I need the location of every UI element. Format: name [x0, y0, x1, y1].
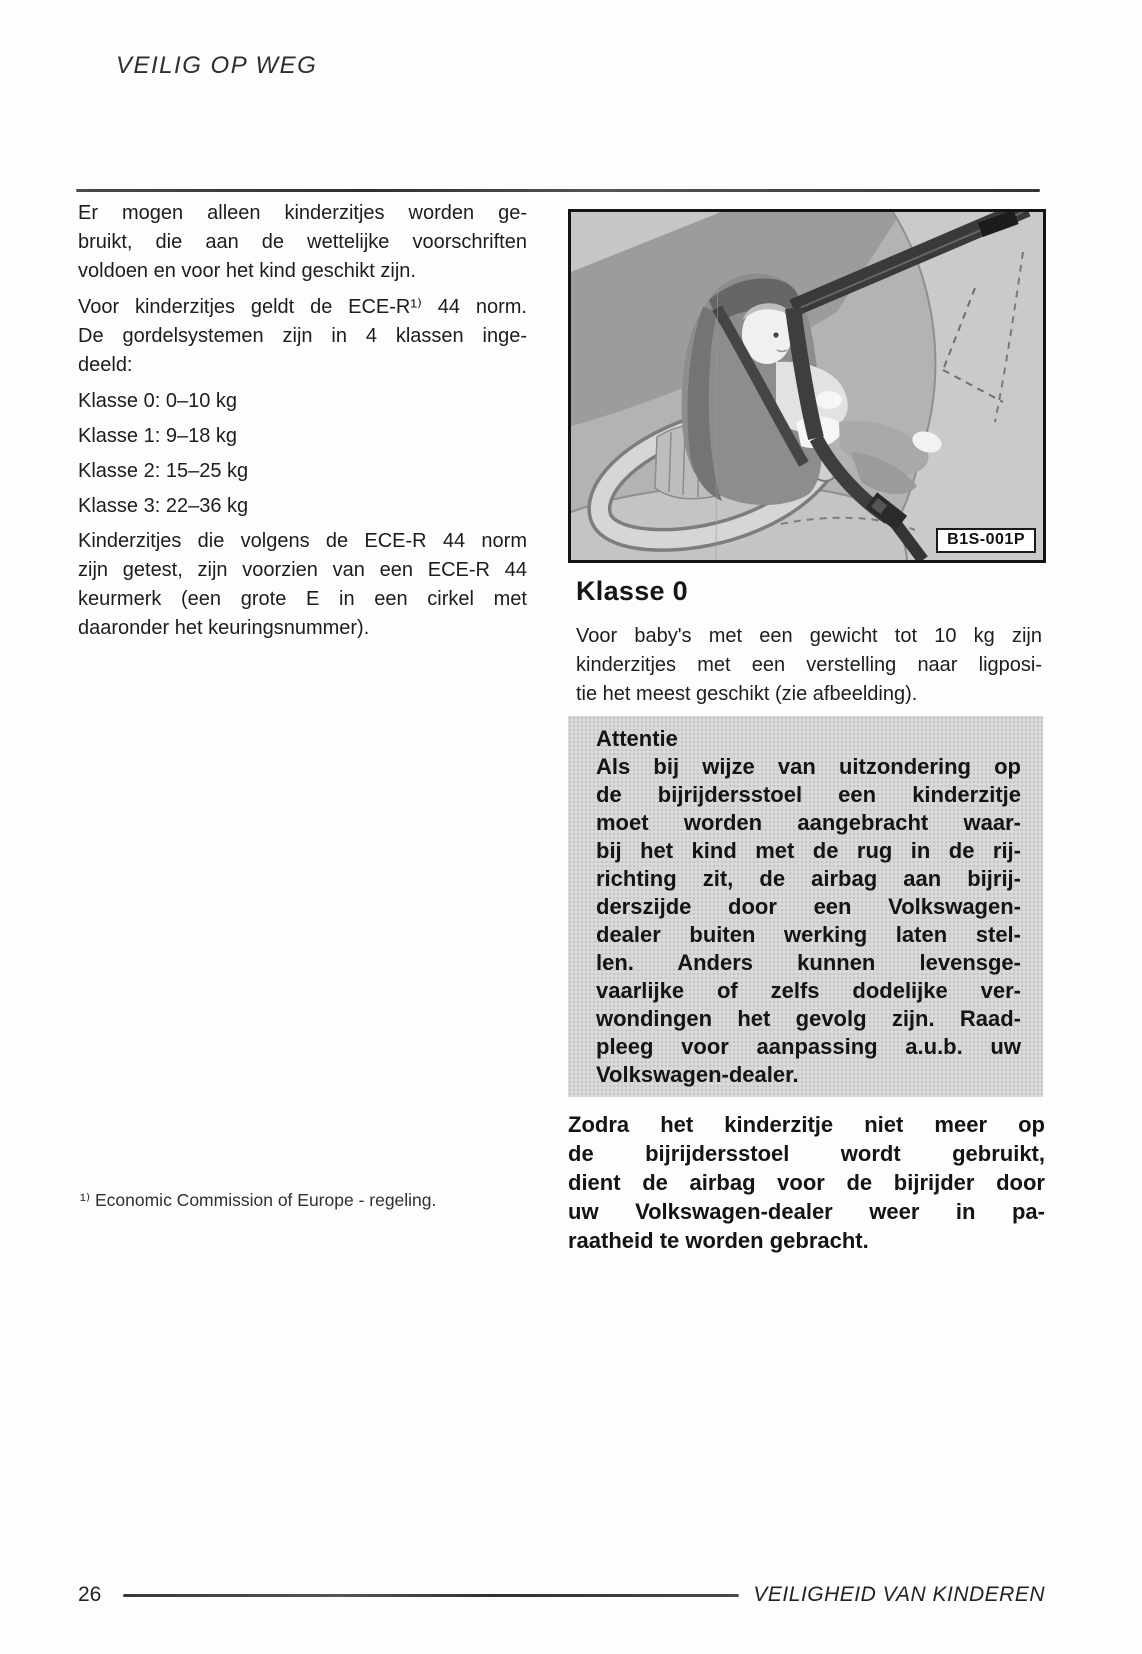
page-footer [78, 1580, 1045, 1610]
footer-section-title: VEILIGHEID VAN KINDEREN [753, 1583, 1045, 1606]
paragraph-keurmerk: Kinderzitjes die volgens de ECE-R 44 norm zijn getest, zijn voorzien van een ECE-R 44 keurmerk (een grote E in een cirkel met daaronder het keuringsnummer). [78, 530, 527, 639]
paragraph-usage-rules: Er mogen alleen kinderzitjes worden ge- bruikt, die aan de wettelijke voorschriften voldoen en voor het kind geschikt zijn. [78, 202, 527, 282]
weight-class-item-3: Klasse 3: 22–36 kg [78, 495, 249, 517]
left-column [78, 199, 527, 650]
page-number: 26 [78, 1583, 102, 1606]
child-seat-figure [568, 209, 1046, 563]
figure-code-badge: B1S-001P [936, 528, 1036, 553]
header-divider [76, 189, 1040, 192]
weight-class-list [78, 387, 527, 521]
attention-title: Attentie [596, 726, 678, 751]
footer-divider [123, 1594, 739, 1597]
weight-class-item-1: Klasse 1: 9–18 kg [78, 425, 237, 447]
child-seat-illustration [571, 212, 1043, 560]
klasse0-intro-paragraph: Voor baby's met een gewicht tot 10 kg zijn kinderzitjes met een verstelling naar ligposi- tie het meest geschikt (zie afbeelding). [576, 625, 1042, 705]
section-heading-klasse-0: Klasse 0 [576, 576, 688, 606]
paragraph-ece-norm: Voor kinderzitjes geldt de ECE-R¹⁾ 44 norm. De gordelsystemen zijn in 4 klassen inge- deeld: [78, 296, 527, 376]
attention-body: Als bij wijze van uitzondering op de bijrijdersstoel een kinderzitje moet worden aangebracht waar- bij het kind met de rug in de rij- richting zit, de airbag aan bijrij- derszijde door een Volkswagen- dealer buiten werking laten stel- len. Anders kunnen levensge- vaarlijke of zelfs dodelijke ver- wondingen het gevolg zijn. Raad- pleeg voor aanpassing a.u.b. uw Volkswagen-dealer. [596, 754, 1021, 1087]
attention-warning-box [568, 716, 1043, 1097]
page-header-title: VEILIG OP WEG [116, 52, 318, 79]
airbag-reactivation-paragraph: Zodra het kinderzitje niet meer op de bijrijdersstoel wordt gebruikt, dient de airbag voor de bijrijder door uw Volkswagen-dealer weer in pa- raatheid te worden gebracht. [568, 1112, 1045, 1253]
footnote-ece: ¹⁾ Economic Commission of Europe - regeling. [80, 1190, 437, 1210]
weight-class-item-0: Klasse 0: 0–10 kg [78, 390, 237, 412]
weight-class-item-2: Klasse 2: 15–25 kg [78, 460, 249, 482]
